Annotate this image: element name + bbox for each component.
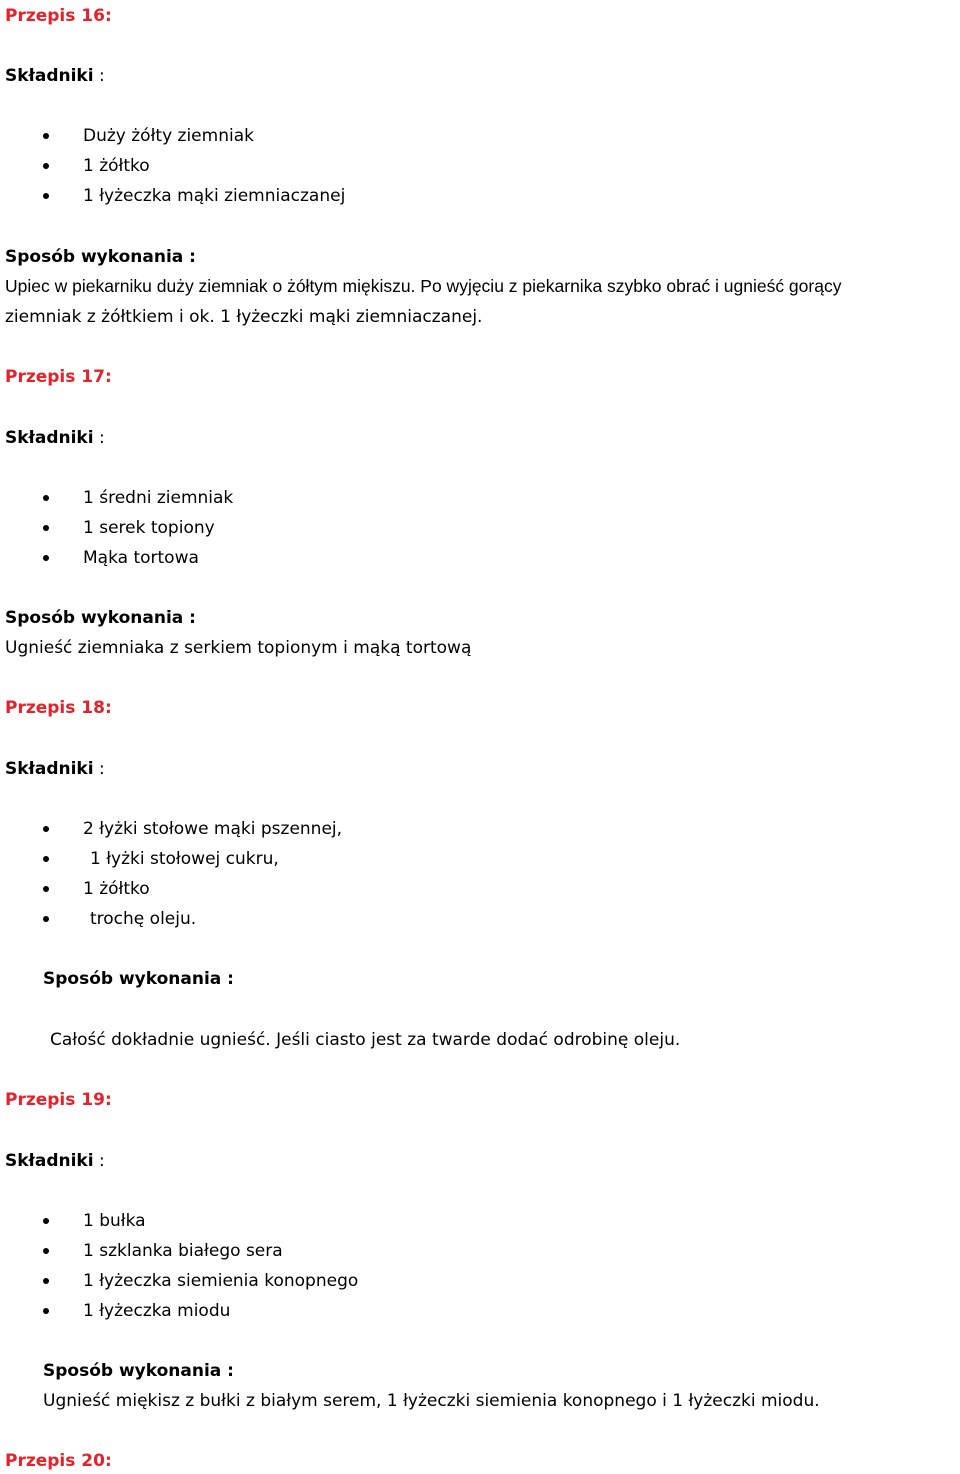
bullet-icon — [43, 133, 49, 139]
recipe-16-method-label: Sposób wykonania : — [5, 247, 196, 267]
recipe-16-ingredient-2: 1 żółtko — [83, 156, 150, 176]
recipe-19-ingredient-2: 1 szklanka białego sera — [83, 1241, 283, 1261]
recipe-18-ingredient-4: trochę oleju. — [90, 909, 197, 929]
bullet-icon — [43, 856, 49, 862]
recipe-18-ingredients-label — [5, 758, 105, 780]
bullet-icon — [43, 1308, 49, 1314]
bullet-icon — [43, 886, 49, 892]
recipe-16-method-line-2: ziemniak z żółtkiem i ok. 1 łyżeczki mąki ziemniaczanej. — [5, 307, 483, 327]
recipe-17-ingredient-1: 1 średni ziemniak — [83, 488, 234, 508]
recipe-16-heading: Przepis 16: — [5, 6, 112, 26]
recipe-18-heading: Przepis 18: — [5, 698, 112, 718]
recipe-17-ingredients-label — [5, 427, 105, 449]
ingredients-label-colon: : — [98, 66, 105, 86]
ingredients-label-text: Składniki — [5, 66, 94, 86]
recipe-16-ingredient-1: Duży żółty ziemniak — [83, 126, 254, 146]
bullet-icon — [43, 495, 49, 501]
recipe-17-method-label: Sposób wykonania : — [5, 608, 196, 628]
ingredients-label-colon: : — [98, 759, 105, 779]
recipe-17-method-line-1: Ugnieść ziemniaka z serkiem topionym i mąką tortową — [5, 638, 472, 658]
recipe-18-method-label: Sposób wykonania : — [43, 969, 234, 989]
bullet-icon — [43, 1218, 49, 1224]
recipe-16-method-line-1: Upiec w piekarniku duży ziemniak o żółtym miękiszu. Po wyjęciu z piekarnika szybko obrać i ugnieść gorący — [5, 276, 842, 296]
ingredients-label-colon: : — [98, 428, 105, 448]
recipe-17-ingredient-2: 1 serek topiony — [83, 518, 215, 538]
bullet-icon — [43, 1248, 49, 1254]
recipe-19-ingredients-label — [5, 1150, 105, 1172]
bullet-icon — [43, 916, 49, 922]
recipe-19-method-line-1: Ugnieść miękisz z bułki z białym serem, 1 łyżeczki siemienia konopnego i 1 łyżeczki miodu. — [43, 1391, 820, 1411]
ingredients-label-text: Składniki — [5, 759, 94, 779]
recipe-18-ingredient-3: 1 żółtko — [83, 879, 150, 899]
recipe-19-method-label: Sposób wykonania : — [43, 1361, 234, 1381]
recipe-18-ingredient-2: 1 łyżki stołowej cukru, — [90, 849, 279, 869]
recipe-19-heading: Przepis 19: — [5, 1090, 112, 1110]
ingredients-label-text: Składniki — [5, 428, 94, 448]
recipe-17-ingredient-3: Mąka tortowa — [83, 548, 199, 568]
recipe-20-heading: Przepis 20: — [5, 1451, 112, 1471]
bullet-icon — [43, 826, 49, 832]
bullet-icon — [43, 193, 49, 199]
ingredients-label-colon: : — [98, 1151, 105, 1171]
recipe-18-ingredient-1: 2 łyżki stołowe mąki pszennej, — [83, 819, 343, 839]
recipe-19-ingredient-1: 1 bułka — [83, 1211, 146, 1231]
recipe-17-heading: Przepis 17: — [5, 367, 112, 387]
recipe-19-ingredient-4: 1 łyżeczka miodu — [83, 1301, 231, 1321]
recipe-18-method-line-1: Całość dokładnie ugnieść. Jeśli ciasto jest za twarde dodać odrobinę oleju. — [50, 1030, 681, 1050]
recipe-19-ingredient-3: 1 łyżeczka siemienia konopnego — [83, 1271, 359, 1291]
bullet-icon — [43, 555, 49, 561]
recipe-16-ingredients-label — [5, 65, 105, 87]
bullet-icon — [43, 525, 49, 531]
recipe-16-ingredient-3: 1 łyżeczka mąki ziemniaczanej — [83, 186, 346, 206]
bullet-icon — [43, 163, 49, 169]
bullet-icon — [43, 1278, 49, 1284]
ingredients-label-text: Składniki — [5, 1151, 94, 1171]
